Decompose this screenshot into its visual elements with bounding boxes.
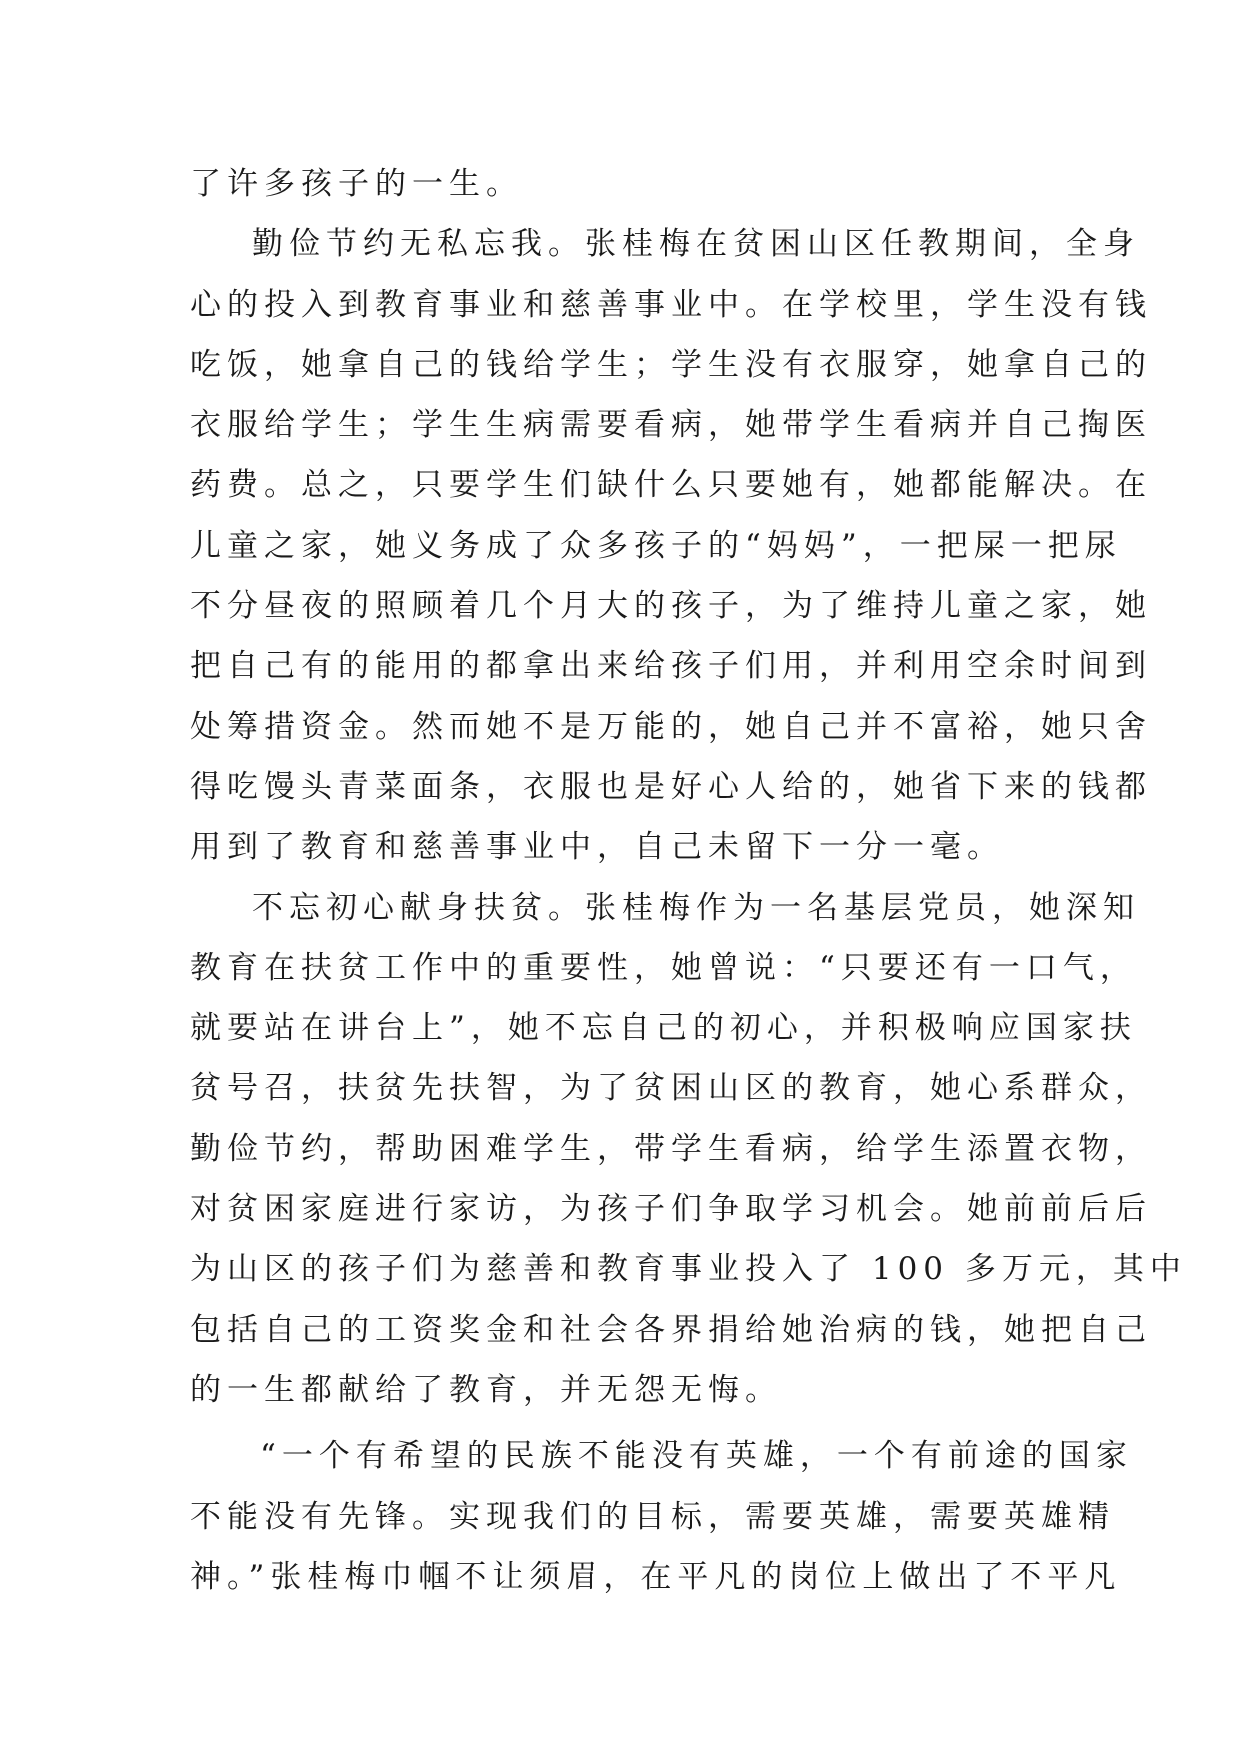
- text-line: 用到了教育和慈善事业中，自己未留下一分一毫。: [190, 829, 1004, 866]
- text-line: 不忘初心献身扶贫。张桂梅作为一名基层党员，她深知: [252, 889, 1140, 926]
- text-line: 勤俭节约无私忘我。张桂梅在贫困山区任教期间，全身: [252, 226, 1140, 263]
- text-line: 处筹措资金。然而她不是万能的，她自己并不富裕，她只舍: [190, 708, 1152, 745]
- text-line: 教育在扶贫工作中的重要性，她曾说：“只要还有一口气，: [190, 949, 1137, 986]
- text-line: 儿童之家，她义务成了众多孩子的“妈妈”，一把屎一把尿: [190, 527, 1122, 564]
- text-line: 贫号召，扶贫先扶智，为了贫困山区的教育，她心系群众，: [190, 1070, 1152, 1107]
- text-line: 不能没有先锋。实现我们的目标，需要英雄，需要英雄精: [190, 1498, 1115, 1535]
- text-line: 药费。总之，只要学生们缺什么只要她有，她都能解决。在: [190, 467, 1152, 504]
- text-line: 得吃馒头青菜面条，衣服也是好心人给的，她省下来的钱都: [190, 768, 1152, 805]
- text-line: 对贫困家庭进行家访，为孩子们争取学习机会。她前前后后: [190, 1191, 1152, 1228]
- text-line: 的一生都献给了教育，并无怨无悔。: [190, 1371, 782, 1408]
- text-line: 心的投入到教育事业和慈善事业中。在学校里，学生没有钱: [190, 286, 1152, 323]
- text-line: “一个有希望的民族不能没有英雄，一个有前途的国家: [260, 1438, 1133, 1475]
- text-line: 吃饭，她拿自己的钱给学生；学生没有衣服穿，她拿自己的: [190, 346, 1152, 383]
- text-line: 包括自己的工资奖金和社会各界捐给她治病的钱，她把自己: [190, 1311, 1152, 1348]
- text-line: 不分昼夜的照顾着几个月大的孩子，为了维持儿童之家，她: [190, 588, 1152, 625]
- text-line: 就要站在讲台上”，她不忘自己的初心，并积极响应国家扶: [190, 1010, 1137, 1047]
- text-line: 为山区的孩子们为慈善和教育事业投入了 100 多万元，其中: [190, 1251, 1187, 1288]
- text-line: 勤俭节约，帮助困难学生，带学生看病，给学生添置衣物，: [190, 1130, 1152, 1167]
- text-line: 把自己有的能用的都拿出来给孩子们用，并利用空余时间到: [190, 648, 1152, 685]
- text-line: 衣服给学生；学生生病需要看病，她带学生看病并自己掏医: [190, 407, 1152, 444]
- text-line: 了许多孩子的一生。: [190, 166, 523, 202]
- text-line: 神。”张桂梅巾帼不让须眉，在平凡的岗位上做出了不平凡: [190, 1558, 1122, 1595]
- body-text: [190, 154, 1187, 1607]
